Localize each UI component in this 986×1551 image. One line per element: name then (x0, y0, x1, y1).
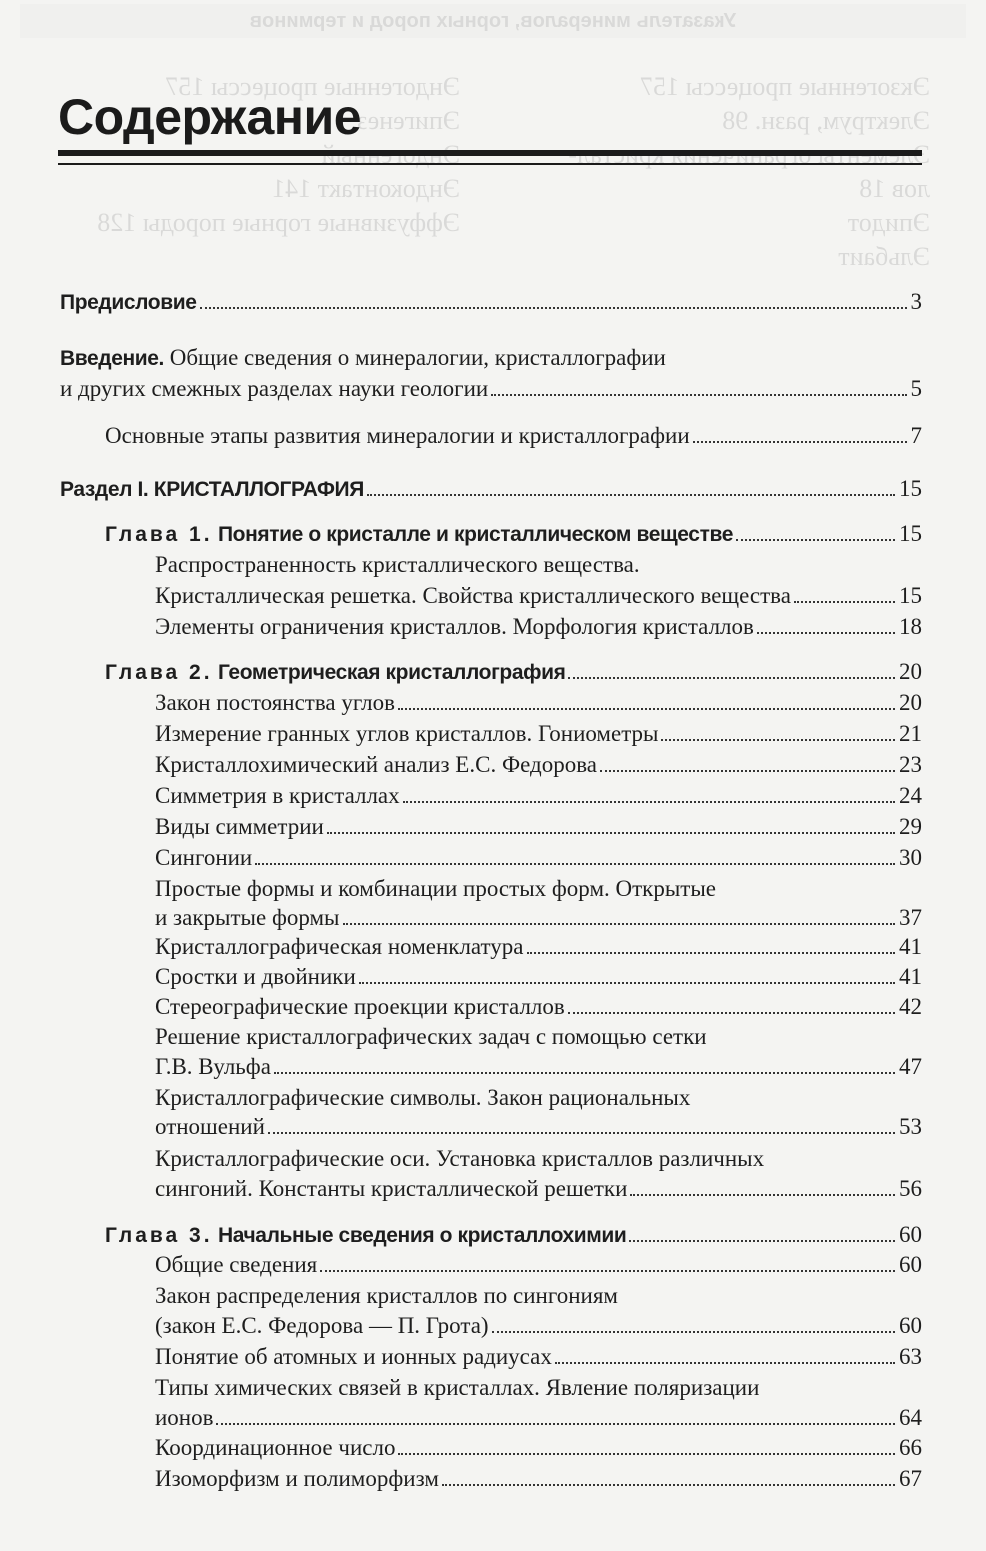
toc-entry-ch1-2[interactable] (155, 611, 922, 642)
leader-dots (736, 539, 895, 541)
leader-dots (367, 494, 895, 496)
toc-entry-label: Общие сведения (155, 1252, 318, 1277)
toc-page-number: 20 (899, 659, 922, 684)
leader-dots (268, 1132, 895, 1134)
leader-dots (661, 739, 895, 741)
toc-entry-chapter-2[interactable] (105, 656, 922, 687)
toc-entry-label: Симметрия в кристаллах (155, 783, 400, 808)
toc-entry-label-bold: Введение. (60, 347, 164, 370)
toc-entry-label: Предисловие (60, 291, 197, 314)
toc-entry-label: Г.В. Вульфа (155, 1054, 271, 1079)
leader-dots (398, 1453, 895, 1455)
leader-dots (398, 708, 895, 710)
leader-dots (216, 1423, 895, 1425)
toc-entry-ch2-13-line1[interactable]: Кристаллографические оси. Установка кристаллов различных (155, 1146, 765, 1171)
toc-entry-ch2-1[interactable] (155, 687, 922, 718)
leader-dots (255, 863, 895, 865)
leader-dots (327, 832, 895, 834)
toc-entry-ch2-13[interactable] (155, 1173, 922, 1204)
toc-page-number: 41 (899, 964, 922, 989)
toc-page-number: 60 (899, 1313, 922, 1338)
leader-dots (343, 923, 895, 925)
toc-entry-label: ионов (155, 1405, 214, 1430)
toc-entry-label: Геометрическая кристаллография (212, 661, 566, 684)
toc-entry-label: отношений (155, 1114, 265, 1139)
toc-entry-label: Стереографические проекции кристаллов (155, 994, 565, 1019)
toc-entry-label: Общие сведения о минералогии, кристаллографии (164, 345, 666, 370)
toc-entry-label: и других смежных разделах науки геологии (60, 376, 489, 401)
toc-page-number: 5 (910, 376, 922, 401)
toc-page-number: 64 (899, 1405, 922, 1430)
toc-entry-ch3-6[interactable] (155, 1463, 922, 1494)
page-title: Содержание (58, 89, 362, 145)
leader-dots (693, 441, 907, 443)
toc-entry-label: Кристаллохимический анализ Е.С. Федорова (155, 752, 597, 777)
toc-entry-ch1-1[interactable] (155, 580, 922, 611)
leader-dots (794, 601, 895, 603)
leader-dots (757, 632, 895, 634)
toc-entry-ch2-11[interactable] (155, 1051, 922, 1082)
toc-entry-chapter-1[interactable] (105, 518, 922, 549)
toc-page-number: 60 (899, 1222, 922, 1247)
toc-entry-label: Сростки и двойники (155, 964, 356, 989)
title-rule-thin (58, 163, 922, 165)
toc-entry-label: Понятие о кристалле и кристаллическом веществе (212, 523, 733, 546)
toc-entry-label: КРИСТАЛЛОГРАФИЯ (148, 478, 364, 501)
toc-entry-label: Сингонии (155, 845, 253, 870)
toc-entry-ch2-2[interactable] (155, 718, 922, 749)
toc-entry-ch3-1[interactable] (155, 1249, 922, 1280)
toc-entry-chapter-3[interactable] (105, 1219, 922, 1250)
leader-dots (630, 1194, 895, 1196)
toc-entry-ch2-7-line1[interactable]: Простые формы и комбинации простых форм. Открытые (155, 876, 717, 901)
toc-entry-ch2-3[interactable] (155, 749, 922, 780)
toc-entry-section-1[interactable] (60, 473, 922, 504)
toc-entry-preface[interactable] (60, 286, 922, 317)
bleed-header: Указатель минералов, горных пород и терминов (20, 4, 966, 38)
toc-entry-ch2-9[interactable] (155, 961, 922, 992)
toc-page-number: 60 (899, 1252, 922, 1277)
toc-page-number: 63 (899, 1344, 922, 1369)
toc-entry-intro[interactable] (60, 373, 922, 404)
toc-entry-ch3-4[interactable] (155, 1402, 922, 1433)
toc-entry-ch3-5[interactable] (155, 1432, 922, 1463)
leader-dots (568, 1012, 895, 1014)
leader-dots (600, 770, 895, 772)
toc-page-number: 3 (910, 289, 922, 314)
toc-page-number: 47 (899, 1054, 922, 1079)
leader-dots (527, 952, 896, 954)
toc-entry-ch1-1-line1[interactable]: Распространенность кристаллического вещества. (155, 552, 640, 577)
toc-page-number: 29 (899, 814, 922, 839)
toc-entry-label: (закон Е.С. Федорова — П. Грота) (155, 1313, 489, 1338)
toc-entry-label: Начальные сведения о кристаллохимии (212, 1224, 627, 1247)
toc-entry-ch2-11-line1[interactable]: Решение кристаллографических задач с помощью сетки (155, 1024, 707, 1049)
toc-entry-ch2-4[interactable] (155, 780, 922, 811)
chapter-prefix: Глава 3. (105, 1224, 213, 1247)
toc-page-number: 7 (910, 423, 922, 448)
toc-page-number: 67 (899, 1466, 922, 1491)
toc-entry-intro-line1[interactable] (60, 342, 666, 374)
toc-entry-ch2-8[interactable] (155, 931, 922, 962)
toc-entry-label: Кристаллическая решетка. Свойства кристаллического вещества (155, 583, 791, 608)
toc-page-number: 42 (899, 994, 922, 1019)
toc-entry-ch2-7[interactable] (155, 902, 922, 933)
toc-page-number: 23 (899, 752, 922, 777)
leader-dots (442, 1484, 895, 1486)
leader-dots (274, 1072, 895, 1074)
toc-page-number: 15 (899, 476, 922, 501)
toc-page-number: 30 (899, 845, 922, 870)
toc-entry-ch2-10[interactable] (155, 991, 922, 1022)
toc-page-number: 41 (899, 934, 922, 959)
toc-entry-ch2-12-line1[interactable]: Кристаллографические символы. Закон рациональных (155, 1085, 691, 1110)
section-prefix: Раздел I. (60, 478, 149, 501)
toc-entry-ch2-5[interactable] (155, 811, 922, 842)
toc-entry-label: Понятие об атомных и ионных радиусах (155, 1344, 552, 1369)
toc-entry-ch3-4-line1[interactable]: Типы химических связей в кристаллах. Явление поляризации (155, 1375, 760, 1400)
leader-dots (555, 1362, 895, 1364)
toc-page-number: 56 (899, 1176, 922, 1201)
leader-dots (492, 1331, 895, 1333)
toc-page-number: 15 (899, 583, 922, 608)
leader-dots (359, 982, 895, 984)
toc-entry-label: Виды симметрии (155, 814, 324, 839)
toc-entry-label: Изоморфизм и полиморфизм (155, 1466, 439, 1491)
leader-dots (568, 677, 895, 679)
toc-entry-label: и закрытые формы (155, 905, 340, 930)
chapter-prefix: Глава 2. (105, 661, 213, 684)
leader-dots (403, 801, 895, 803)
leader-dots (629, 1240, 895, 1242)
toc-entry-ch3-2[interactable] (155, 1310, 922, 1341)
toc-page-number: 20 (899, 690, 922, 715)
chapter-prefix: Глава 1. (105, 523, 213, 546)
toc-entry-label: Измерение гранных углов кристаллов. Гониометры (155, 721, 659, 746)
leader-dots (200, 307, 907, 309)
bleed-left-column: Эндогенные процессы 157 Эпигенез Эндоконтакт 141 Эффузивные горные породы 128 (97, 72, 460, 237)
toc-page-number: 24 (899, 783, 922, 808)
toc-entry-intro-sub[interactable] (105, 420, 922, 451)
toc-page-number: 15 (899, 521, 922, 546)
toc-page-number: 53 (899, 1114, 922, 1139)
toc-entry-ch2-12[interactable] (155, 1111, 922, 1142)
toc-entry-ch3-2-line1[interactable]: Закон распределения кристаллов по сингониям (155, 1283, 618, 1308)
toc-entry-ch2-6[interactable] (155, 842, 922, 873)
toc-page-number: 37 (899, 905, 922, 930)
toc-entry-ch3-3[interactable] (155, 1341, 922, 1372)
leader-dots (320, 1270, 895, 1272)
title-rule-thick (58, 150, 922, 156)
toc-entry-label: Закон постоянства углов (155, 690, 395, 715)
toc-entry-label: Основные этапы развития минералогии и кристаллографии (105, 423, 690, 448)
toc-entry-label: Кристаллографическая номенклатура (155, 934, 524, 959)
toc-entry-label: Координационное число (155, 1435, 396, 1460)
toc-entry-label: Элементы ограничения кристаллов. Морфология кристаллов (155, 614, 754, 639)
toc-page-number: 66 (899, 1435, 922, 1460)
bleed-right-column: Экзогенные процессы 157 Электрум, разн. 98 лов 18 Эпидот Эльбаит (640, 72, 930, 271)
toc-page-number: 18 (899, 614, 922, 639)
toc-entry-label: сингоний. Константы кристаллической решетки (155, 1176, 628, 1201)
leader-dots (491, 394, 906, 396)
toc-page-number: 21 (899, 721, 922, 746)
